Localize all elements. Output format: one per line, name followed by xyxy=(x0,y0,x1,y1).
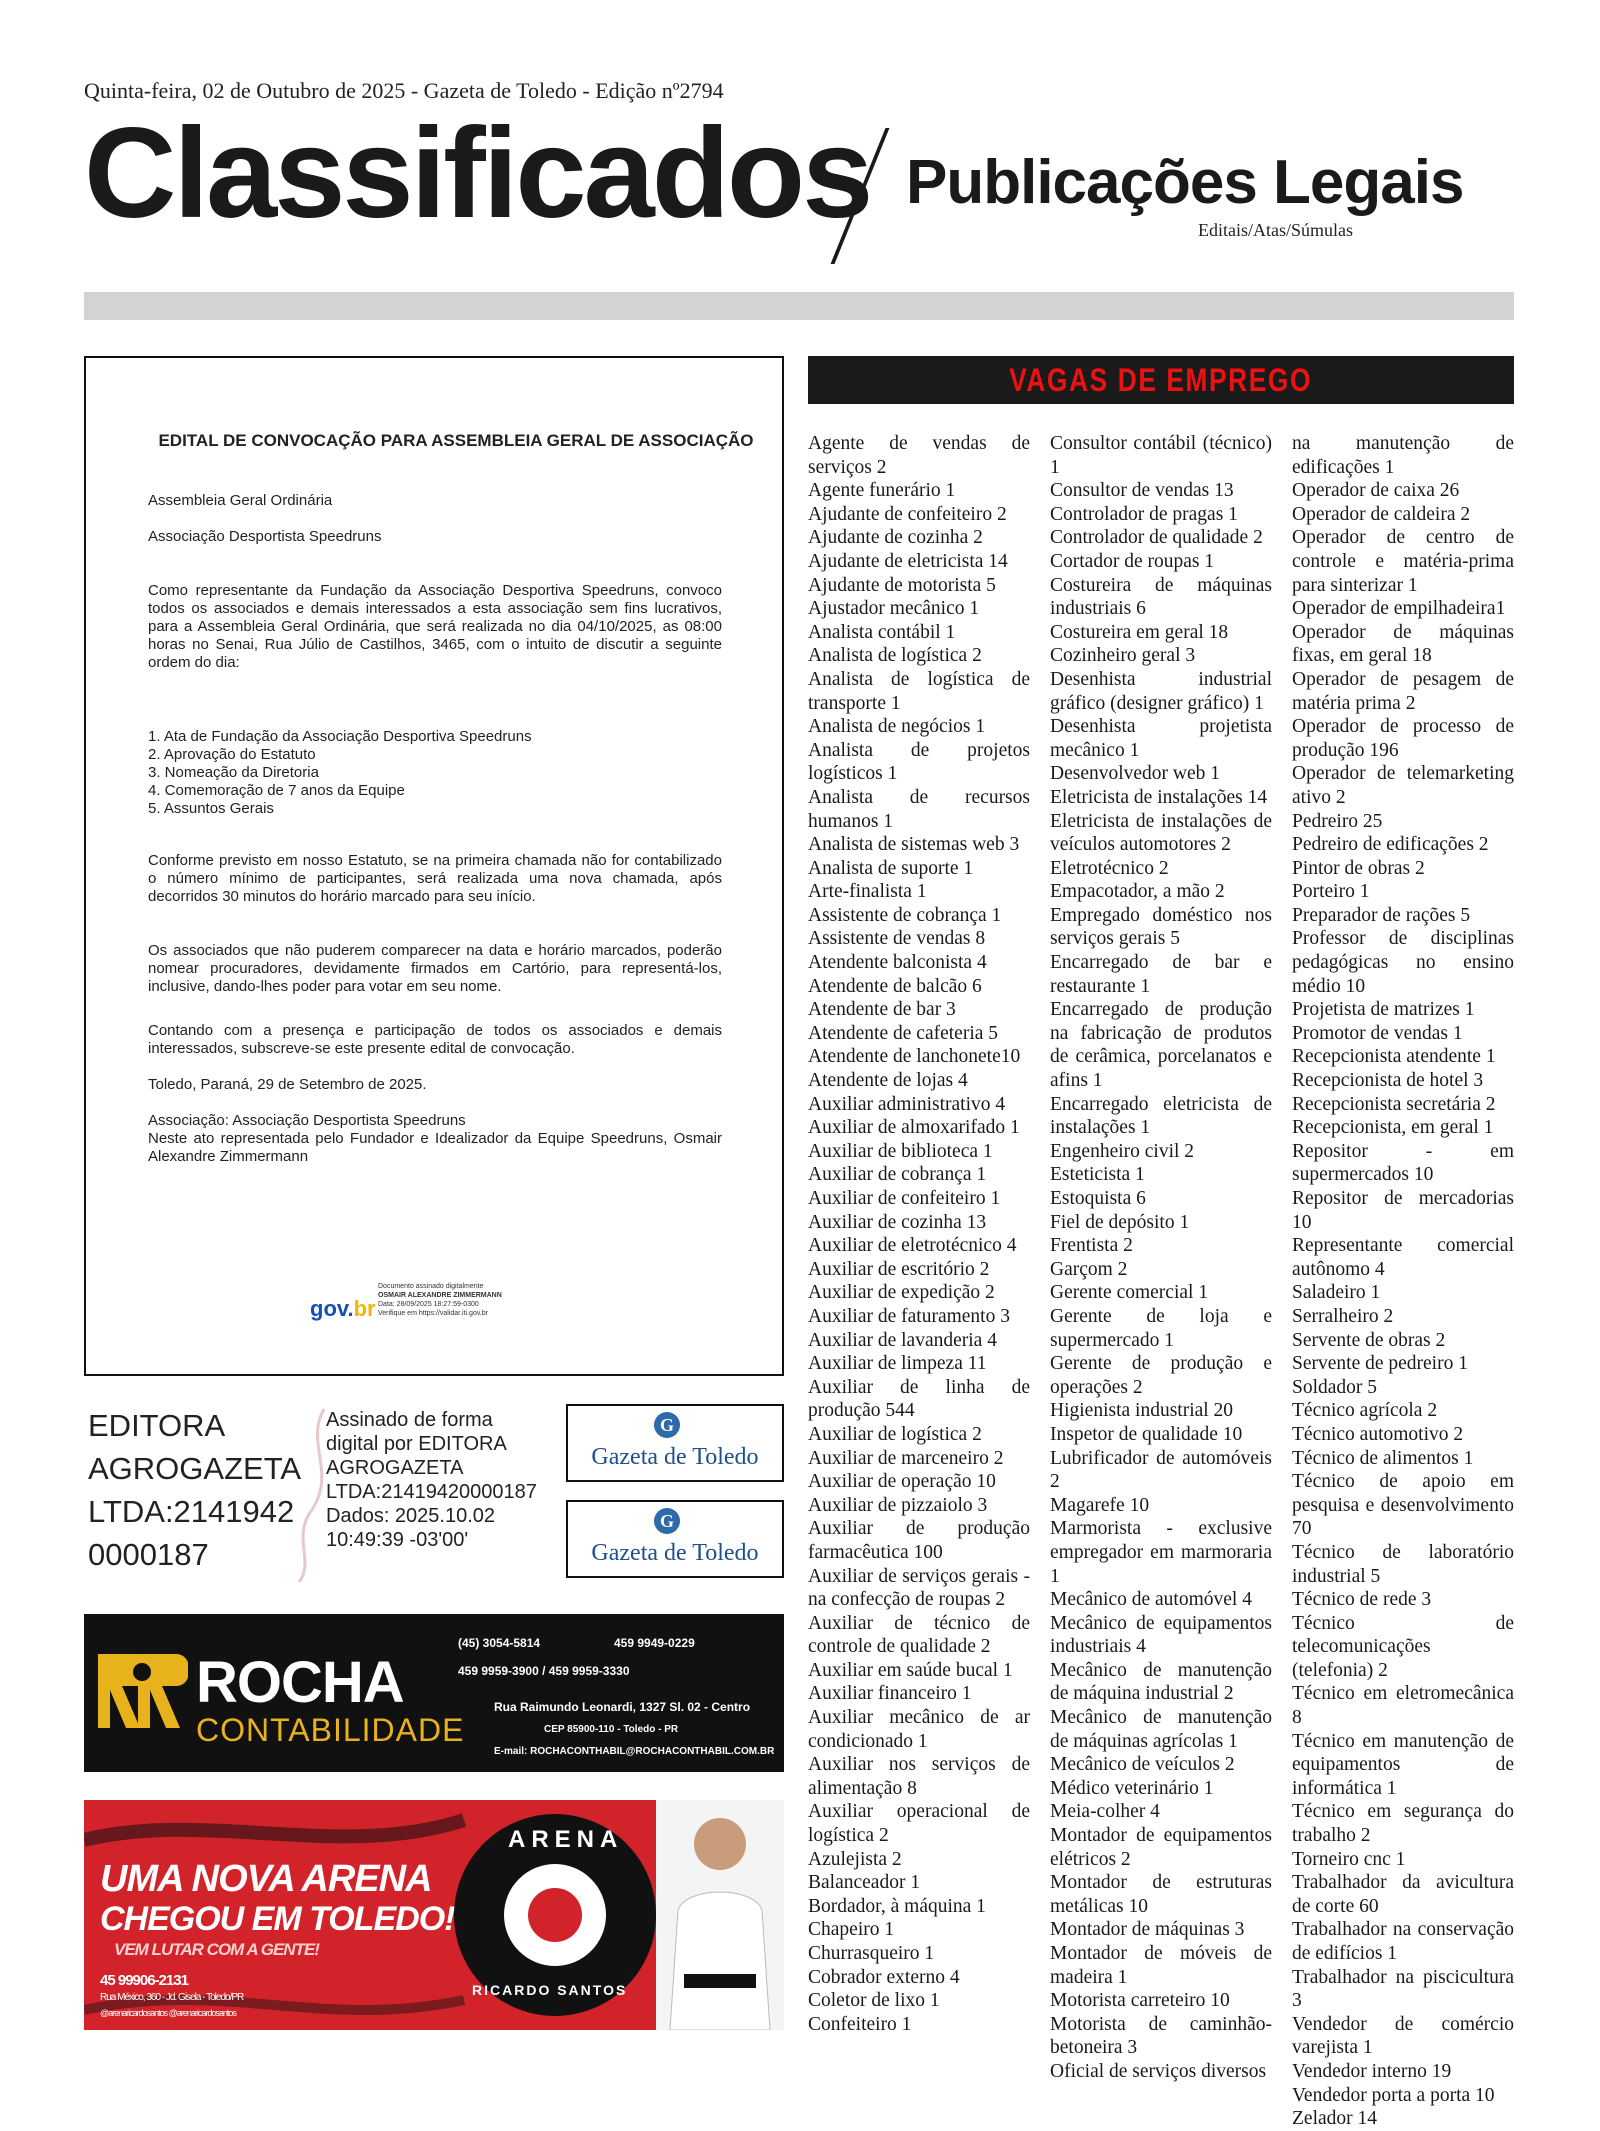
job-listing: Analista de logística de transporte 1 xyxy=(808,668,1030,714)
job-listing: Pedreiro 25 xyxy=(1292,810,1383,832)
job-listing: Pedreiro de edificações 2 xyxy=(1292,834,1489,856)
job-listing: Higienista industrial 20 xyxy=(1050,1400,1234,1422)
job-listing: Médico veterinário 1 xyxy=(1050,1777,1214,1799)
edital-paragraph: Os associados que não puderem comparecer na data e horário marcados, poderão nomear procuradores, devidamente firmados em Cartório, para representá-los, inclusive, dando-lhes poder para votar em seu nome. xyxy=(148,942,722,995)
job-listing: Eletrotécnico 2 xyxy=(1050,857,1169,879)
job-listing: Eletricista de instalações 14 xyxy=(1050,786,1268,808)
job-listing: Auxiliar de operação 10 xyxy=(808,1471,996,1493)
edital-agenda-list xyxy=(148,728,532,818)
job-listing: Recepcionista, em geral 1 xyxy=(1292,1117,1494,1139)
arena-logo-text: ARENA xyxy=(508,1826,624,1853)
job-listing: Montador de móveis de madeira 1 xyxy=(1050,1943,1272,1988)
job-listing: Azulejista 2 xyxy=(808,1848,902,1870)
job-listing: Atendente de cafeteria 5 xyxy=(808,1022,999,1044)
edital-title: EDITAL DE CONVOCAÇÃO PARA ASSEMBLEIA GERAL DE ASSOCIAÇÃO xyxy=(158,431,754,450)
job-listing: Operador de centro de controle e matéria-prima para sinterizar 1 xyxy=(1292,527,1514,596)
gazeta-logo-box xyxy=(566,1500,784,1578)
rocha-name: ROCHA xyxy=(196,1650,404,1715)
job-listing: Preparador de rações 5 xyxy=(1292,904,1471,926)
job-listing: Engenheiro civil 2 xyxy=(1050,1140,1195,1162)
job-listing: Churrasqueiro 1 xyxy=(808,1943,935,1964)
job-listing: Confeiteiro 1 xyxy=(808,2013,912,2035)
job-listing: Auxiliar em saúde bucal 1 xyxy=(808,1659,1013,1681)
job-listing: Atendente de balcão 6 xyxy=(808,975,982,997)
job-listing: Auxiliar nos serviços de alimentação 8 xyxy=(808,1754,1030,1799)
job-listing: Repositor - em supermercados 10 xyxy=(1292,1140,1514,1186)
job-listing: Auxiliar de eletrotécnico 4 xyxy=(808,1235,1017,1257)
job-listing: Operador de caixa 26 xyxy=(1292,480,1460,502)
arena-logo-text: RICARDO SANTOS xyxy=(472,1982,628,1998)
job-listing: Motorista de caminhão-betoneira 3 xyxy=(1050,2013,1272,2059)
job-listing: Montador de máquinas 3 xyxy=(1050,1919,1245,1941)
job-listing: Balanceador 1 xyxy=(808,1872,921,1894)
job-listing: Servente de pedreiro 1 xyxy=(1292,1353,1468,1375)
rocha-subtitle: CONTABILIDADE xyxy=(196,1712,465,1748)
job-listing: Mecânico de automóvel 4 xyxy=(1050,1589,1252,1611)
rocha-whatsapp: 459 9949-0229 xyxy=(614,1636,695,1650)
job-listing: Mecânico de equipamentos industriais 4 xyxy=(1050,1612,1272,1658)
job-listing: Auxiliar de serviços gerais - na confecção de roupas 2 xyxy=(808,1565,1030,1611)
arena-headline: UMA NOVA ARENA xyxy=(100,1858,432,1900)
job-listing: Auxiliar mecânico de ar condicionado 1 xyxy=(808,1707,1030,1752)
job-listing: Analista de logística 2 xyxy=(808,645,982,667)
job-listing: Técnico em eletromecânica 8 xyxy=(1292,1683,1514,1729)
job-listing: Auxiliar de cobrança 1 xyxy=(808,1164,987,1186)
edital-paragraph: Toledo, Paraná, 29 de Setembro de 2025. xyxy=(148,1076,427,1093)
agenda-item: 5. Assuntos Gerais xyxy=(148,800,274,817)
job-listing: Porteiro 1 xyxy=(1292,881,1370,903)
editora-digital-signature xyxy=(84,1404,784,1594)
arena-phone: 45 99906-2131 xyxy=(100,1972,188,1989)
rocha-logo-icon xyxy=(96,1650,188,1732)
rocha-cep: CEP 85900-110 - Toledo - PR xyxy=(544,1724,679,1735)
vagas-column-2 xyxy=(1050,432,1272,2084)
job-listing: Cortador de roupas 1 xyxy=(1050,550,1215,572)
job-listing: Consultor de vendas 13 xyxy=(1050,480,1234,502)
job-listing: Gerente comercial 1 xyxy=(1050,1282,1209,1304)
edital-paragraph: Associação Desportista Speedruns xyxy=(148,528,382,545)
arena-logo-center xyxy=(528,1888,582,1942)
job-listing: Analista de negócios 1 xyxy=(808,716,986,738)
job-listing: Meia-colher 4 xyxy=(1050,1801,1160,1823)
job-listing: Fiel de depósito 1 xyxy=(1050,1211,1190,1233)
vagas-column-1 xyxy=(808,432,1030,2036)
job-listing: Técnico de laboratório industrial 5 xyxy=(1292,1541,1514,1587)
job-listing: Trabalhador na piscicultura 3 xyxy=(1292,1966,1514,2012)
job-listing: Empregado doméstico nos serviços gerais 5 xyxy=(1050,904,1272,950)
govbr-logo: gov.br xyxy=(310,1296,376,1321)
gazeta-logo-icon: G xyxy=(654,1508,680,1534)
vagas-column-3 xyxy=(1292,432,1514,2131)
job-listing: Arte-finalista 1 xyxy=(808,881,927,903)
arena-headline: CHEGOU EM TOLEDO! xyxy=(100,1900,455,1938)
job-listing: Auxiliar de expedição 2 xyxy=(808,1282,995,1304)
vagas-heading: VAGAS DE EMPREGO xyxy=(1009,362,1313,398)
edital-paragraph: Associação: Associação Desportista Speedruns xyxy=(148,1112,466,1129)
job-listing: Saladeiro 1 xyxy=(1292,1282,1381,1304)
job-listing: Encarregado de produção na fabricação de produtos de cerâmica, porcelanatos e afins 1 xyxy=(1050,999,1272,1092)
signature-details: Documento assinado digitalmente OSMAIR ALEXANDRE ZIMMERMANN Data: 28/09/2025 18:27:59-0300 Verifique em https://validar.iti.gov.br xyxy=(378,1283,502,1317)
job-listing: Consultor contábil (técnico) 1 xyxy=(1050,433,1272,478)
job-listing: Técnico de alimentos 1 xyxy=(1292,1447,1474,1469)
job-listing: Montador de estruturas metálicas 10 xyxy=(1050,1872,1272,1917)
job-listing: Estoquista 6 xyxy=(1050,1188,1146,1209)
job-listing: Auxiliar de limpeza 11 xyxy=(808,1353,987,1375)
job-listing: Bordador, à máquina 1 xyxy=(808,1895,986,1917)
signer-name: EDITORA AGROGAZETA LTDA:2141942 0000187 xyxy=(88,1408,302,1572)
job-listing: Encarregado eletricista de instalações 1 xyxy=(1050,1093,1272,1139)
job-listing: Auxiliar de confeiteiro 1 xyxy=(808,1188,1001,1209)
edital-box xyxy=(84,356,784,1376)
job-listing: Auxiliar de linha de produção 544 xyxy=(808,1376,1030,1422)
job-listing: Auxiliar de biblioteca 1 xyxy=(808,1140,993,1162)
job-listing: Analista de projetos logísticos 1 xyxy=(808,739,1030,785)
rocha-email: E-mail: ROCHACONTHABIL@ROCHACONTHABIL.COM.BR xyxy=(494,1746,775,1757)
job-listing: Analista de recursos humanos 1 xyxy=(808,786,1030,832)
job-listing: Professor de disciplinas pedagógicas no ensino médio 10 xyxy=(1292,928,1514,997)
job-listing: Técnico em segurança do trabalho 2 xyxy=(1292,1801,1514,1847)
job-listing: Assistente de cobrança 1 xyxy=(808,904,1002,926)
job-listing: Auxiliar de marceneiro 2 xyxy=(808,1447,1004,1469)
job-listing: Recepcionista secretária 2 xyxy=(1292,1093,1496,1115)
job-listing: Frentista 2 xyxy=(1050,1235,1133,1257)
agenda-item: 1. Ata de Fundação da Associação Desportiva Speedruns xyxy=(148,728,532,745)
job-listing: Controlador de pragas 1 xyxy=(1050,503,1238,525)
job-listing: Trabalhador na conservação de edifícios 1 xyxy=(1292,1919,1514,1964)
edital-paragraph: Contando com a presença e participação de todos os associados e demais interessados, subscreve-se este presente edital de convocação. xyxy=(148,1022,722,1057)
job-listing: Magarefe 10 xyxy=(1050,1494,1150,1516)
job-listing: Ajudante de motorista 5 xyxy=(808,574,996,596)
edital-paragraph: Neste ato representada pelo Fundador e Idealizador da Equipe Speedruns, Osmair Alexandre Zimmermann xyxy=(148,1130,722,1165)
job-listing: Auxiliar administrativo 4 xyxy=(808,1093,1006,1115)
edital-paragraph: Conforme previsto em nosso Estatuto, se na primeira chamada não for contabilizado o número mínimo de participantes, será realizada uma nova chamada, após decorridos 30 minutos do horário marcado para seu início. xyxy=(148,852,722,905)
job-listing: Ajudante de eletricista 14 xyxy=(808,550,1008,572)
job-listing: Montador de equipamentos elétricos 2 xyxy=(1050,1825,1272,1870)
job-listing: Auxiliar de lavanderia 4 xyxy=(808,1329,997,1351)
job-listing: Auxiliar de escritório 2 xyxy=(808,1258,990,1280)
job-listing: Inspetor de qualidade 10 xyxy=(1050,1423,1243,1445)
job-listing: Cozinheiro geral 3 xyxy=(1050,645,1196,667)
vagas-heading-bar xyxy=(808,356,1514,404)
fighter-photo xyxy=(656,1800,784,2030)
job-listing: Encarregado de bar e restaurante 1 xyxy=(1050,952,1272,997)
rocha-address: Rua Raimundo Leonardi, 1327 Sl. 02 - Centro xyxy=(494,1700,751,1714)
job-listing: Eletricista de instalações de veículos automotores 2 xyxy=(1050,810,1272,856)
job-listing: Atendente balconista 4 xyxy=(808,952,987,974)
job-listing: Serralheiro 2 xyxy=(1292,1305,1394,1327)
job-listing: Agente funerário 1 xyxy=(808,480,956,502)
masthead-small-caption: Editais/Atas/Súmulas xyxy=(1198,220,1353,240)
agenda-item: 3. Nomeação da Diretoria xyxy=(148,764,319,781)
agenda-item: 4. Comemoração de 7 anos da Equipe xyxy=(148,782,405,799)
job-listing: Técnico de telecomunicações (telefonia) 2 xyxy=(1292,1612,1514,1681)
digital-signature-stamp xyxy=(310,1282,570,1332)
job-listing: na manutenção de edificações 1 xyxy=(1292,433,1514,478)
job-listing: Gerente de loja e supermercado 1 xyxy=(1050,1305,1272,1351)
job-listing: Auxiliar de logística 2 xyxy=(808,1423,982,1445)
job-listing: Mecânico de manutenção de máquina industrial 2 xyxy=(1050,1659,1272,1705)
job-listing: Atendente de lanchonete10 xyxy=(808,1046,1021,1068)
job-listing: Mecânico de veículos 2 xyxy=(1050,1754,1235,1776)
job-listing: Analista de suporte 1 xyxy=(808,857,974,879)
gazeta-logo-box xyxy=(566,1404,784,1482)
job-listing: Desenvolvedor web 1 xyxy=(1050,763,1221,785)
job-listing: Operador de processo de produção 196 xyxy=(1292,716,1514,761)
gazeta-logo-text: Gazeta de Toledo xyxy=(591,1540,759,1566)
job-listing: Empacotador, a mão 2 xyxy=(1050,881,1225,903)
job-listing: Operador de telemarketing ativo 2 xyxy=(1292,763,1514,808)
job-listing: Técnico automotivo 2 xyxy=(1292,1423,1464,1445)
signature-info: Assinado de forma digital por EDITORA AGROGAZETA LTDA:21419420000187 Dados: 2025.10.02 10:49:39 -03'00' xyxy=(326,1409,537,1551)
gazeta-logo-text: Gazeta de Toledo xyxy=(591,1444,759,1470)
job-listing: Analista de sistemas web 3 xyxy=(808,834,1020,856)
job-listing: Auxiliar de cozinha 13 xyxy=(808,1211,987,1233)
job-listing: Auxiliar de técnico de controle de qualidade 2 xyxy=(808,1612,1030,1658)
job-listing: Vendedor de comércio varejista 1 xyxy=(1292,2013,1514,2059)
job-listing: Gerente de produção e operações 2 xyxy=(1050,1353,1272,1398)
job-listing: Promotor de vendas 1 xyxy=(1292,1022,1463,1044)
job-listing: Auxiliar financeiro 1 xyxy=(808,1683,972,1705)
rocha-phones: 459 9959-3900 / 459 9959-3330 xyxy=(458,1664,630,1678)
job-listing: Técnico de rede 3 xyxy=(1292,1589,1432,1611)
edital-paragraph: Como representante da Fundação da Associação Desportiva Speedruns, convoco todos os associados e demais interessados a esta associação sem fins lucrativos, para a Assembleia Geral Ordinária, que será realizada no dia 04/10/2025, as 08:00 horas no Senai, Rua Júlio de Castilhos, 3465, com o intuito de discutir a seguinte ordem do dia: xyxy=(148,582,722,671)
job-listing: Oficial de serviços diversos xyxy=(1050,2060,1267,2082)
rocha-contabilidade-ad xyxy=(84,1614,784,1772)
job-listing: Operador de pesagem de matéria prima 2 xyxy=(1292,668,1514,714)
job-listing: Técnico em manutenção de equipamentos de informática 1 xyxy=(1292,1730,1514,1799)
date-line: Quinta-feira, 02 de Outubro de 2025 - Gazeta de Toledo - Edição nº2794 xyxy=(84,78,724,103)
job-listing: Operador de empilhadeira1 xyxy=(1292,598,1506,620)
job-listing: Chapeiro 1 xyxy=(808,1919,895,1941)
arena-social: @arenaricardosantos @arenaricardosantos xyxy=(100,2008,236,2018)
job-listing: Desenhista industrial gráfico (designer gráfico) 1 xyxy=(1050,668,1272,714)
job-listing: Lubrificador de automóveis 2 xyxy=(1050,1447,1272,1493)
job-listing: Auxiliar operacional de logística 2 xyxy=(808,1801,1030,1847)
gazeta-logo-icon: G xyxy=(654,1412,680,1438)
job-listing: Recepcionista de hotel 3 xyxy=(1292,1070,1484,1092)
job-listing: Mecânico de manutenção de máquinas agrícolas 1 xyxy=(1050,1707,1272,1752)
job-listing: Trabalhador da avicultura de corte 60 xyxy=(1292,1872,1514,1917)
job-listing: Controlador de qualidade 2 xyxy=(1050,527,1263,549)
job-listing: Pintor de obras 2 xyxy=(1292,857,1425,879)
job-listing: Projetista de matrizes 1 xyxy=(1292,999,1475,1021)
job-listing: Auxiliar de faturamento 3 xyxy=(808,1305,1010,1327)
job-listing: Atendente de lojas 4 xyxy=(808,1070,968,1092)
job-listing: Analista contábil 1 xyxy=(808,621,956,643)
job-listing: Garçom 2 xyxy=(1050,1258,1128,1280)
agenda-item: 2. Aprovação do Estatuto xyxy=(148,746,316,763)
job-listing: Representante comercial autônomo 4 xyxy=(1292,1235,1514,1280)
job-listing: Vendedor interno 19 xyxy=(1292,2060,1452,2082)
rocha-phone: (45) 3054-5814 xyxy=(458,1636,541,1650)
job-listing: Atendente de bar 3 xyxy=(808,999,956,1021)
job-listing: Motorista carreteiro 10 xyxy=(1050,1990,1230,2012)
job-listing: Técnico agrícola 2 xyxy=(1292,1400,1438,1422)
job-listing: Costureira em geral 18 xyxy=(1050,621,1229,643)
job-listing: Ajudante de cozinha 2 xyxy=(808,527,983,549)
masthead-title: Classificados xyxy=(84,102,871,245)
job-listing: Agente de vendas de serviços 2 xyxy=(808,433,1030,478)
job-listing: Desenhista projetista mecânico 1 xyxy=(1050,716,1272,761)
arena-address: Rua México, 360 - Jd. Gisela - Toledo/PR xyxy=(100,1992,244,2003)
job-listing: Ajustador mecânico 1 xyxy=(808,598,980,620)
job-listing: Coletor de lixo 1 xyxy=(808,1990,940,2012)
job-listing: Zelador 14 xyxy=(1292,2108,1378,2130)
masthead-subtitle: Publicações Legais xyxy=(906,148,1464,217)
job-listing: Cobrador externo 4 xyxy=(808,1966,960,1988)
job-listing: Vendedor porta a porta 10 xyxy=(1292,2084,1495,2106)
job-listing: Torneiro cnc 1 xyxy=(1292,1848,1406,1870)
job-listing: Técnico de apoio em pesquisa e desenvolvimento 70 xyxy=(1292,1471,1514,1540)
job-listing: Esteticista 1 xyxy=(1050,1164,1145,1186)
job-listing: Ajudante de confeiteiro 2 xyxy=(808,503,1007,525)
job-listing: Marmorista - exclusive empregador em marmoraria 1 xyxy=(1050,1518,1272,1587)
job-listing: Auxiliar de almoxarifado 1 xyxy=(808,1117,1020,1139)
arena-tagline: VEM LUTAR COM A GENTE! xyxy=(114,1940,319,1959)
job-listing: Auxiliar de pizzaiolo 3 xyxy=(808,1494,988,1516)
job-listing: Servente de obras 2 xyxy=(1292,1329,1446,1351)
job-listing: Assistente de vendas 8 xyxy=(808,928,986,950)
arena-ricardo-santos-ad xyxy=(84,1800,784,2030)
header-divider-bar xyxy=(84,292,1514,320)
job-listing: Auxiliar de produção farmacêutica 100 xyxy=(808,1518,1030,1563)
job-listing: Operador de caldeira 2 xyxy=(1292,503,1471,525)
job-listing: Soldador 5 xyxy=(1292,1376,1378,1398)
edital-paragraph: Assembleia Geral Ordinária xyxy=(148,492,333,509)
job-listing: Costureira de máquinas industriais 6 xyxy=(1050,574,1272,620)
job-listing: Operador de máquinas fixas, em geral 18 xyxy=(1292,621,1514,667)
job-listing: Recepcionista atendente 1 xyxy=(1292,1046,1496,1068)
job-listing: Repositor de mercadorias 10 xyxy=(1292,1188,1514,1233)
